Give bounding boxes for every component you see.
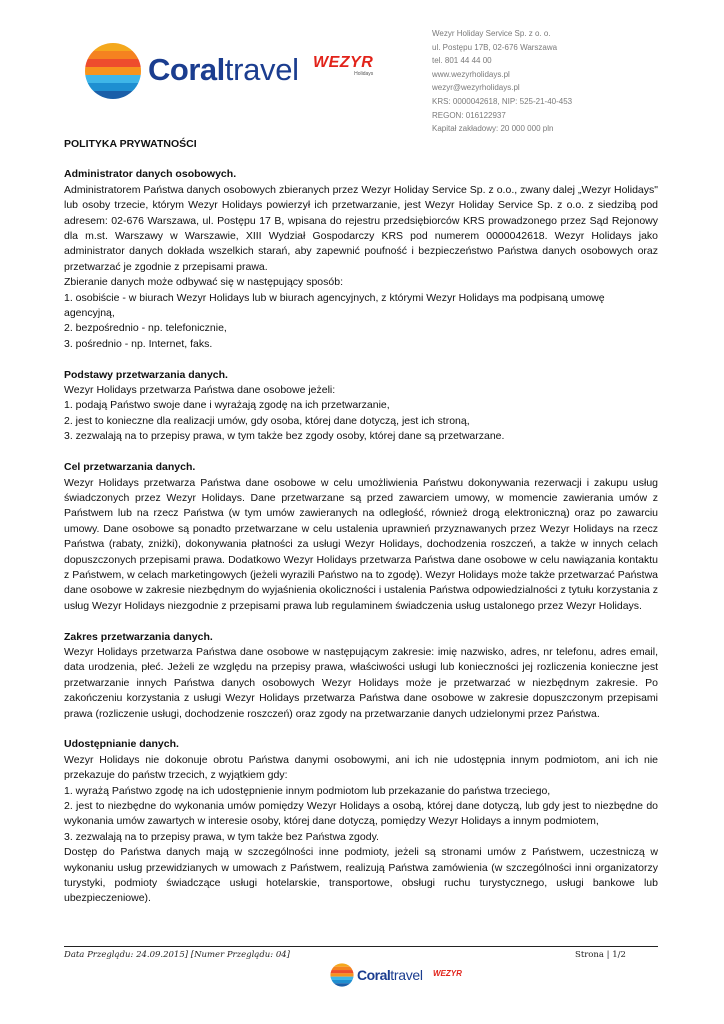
footer-page-number: Strona | 1/2 <box>575 950 626 960</box>
section-heading: Podstawy przetwarzania danych. <box>64 368 228 381</box>
brand-bold: Coral <box>148 52 225 87</box>
section-heading: Cel przetwarzania danych. <box>64 461 196 474</box>
wezyr-logo-sub: Holidays <box>354 71 374 77</box>
footer-divider <box>64 946 658 947</box>
section-line: Zbieranie danych może odbywać się w następujący sposób: <box>64 276 343 289</box>
section-heading: Administrator danych osobowych. <box>64 168 237 181</box>
section-udostepnianie <box>64 737 658 906</box>
wezyr-logo-text: WEZYR <box>313 54 374 71</box>
company-line: REGON: 016122937 <box>432 110 506 120</box>
footer-brand-bold: Coral <box>357 967 391 983</box>
section-line: Wezyr Holidays przetwarza Państwa dane osobowe jeżeli: <box>64 384 336 397</box>
section-paragraph: Wezyr Holidays nie dokonuje obrotu Państwa danymi osobowymi, ani ich nie udostępnia innym podmiotom, ani ich nie przekazuje do państw trzecich, z wyjątkiem gdy: <box>64 753 658 782</box>
section-line: 2. jest to niezbędne do wykonania umów pomiędzy Wezyr Holidays a osobą, której dane dotyczą, lub gdy jest to niezbędne do wykonania umów zawartych w interesie osoby, której dane dotyczą, pomiędzy Wezyr Holidays a innym podmiotem, <box>64 800 658 828</box>
footer-brand-name <box>357 967 423 983</box>
section-line: 3. zezwalają na to przepisy prawa, w tym także bez zgody osoby, której dane są przetwarzane. <box>64 430 505 443</box>
document-body <box>64 137 658 922</box>
section-line: 1. wyrażą Państwo zgodę na ich udostępnienie innym podmiotom lub przekazanie do państwa trzeciego, <box>64 784 551 797</box>
section-paragraph-after: Dostęp do Państwa danych mają w szczególności inne podmioty, jeżeli są stronami umów z Państwem, uczestniczą w wykonaniu usług przewidzianych w umowach z Państwem, realizują Państwa zamówienia (w szczególności inni organizatorzy turystyki, podmioty świadczące usługi hotelarskie, transportowe, obsługi ruchu turystycznego, usługi bankowe lub ubezpieczeniowe). <box>64 846 658 905</box>
coral-travel-logo <box>84 42 374 100</box>
footer-logo <box>330 963 460 989</box>
wezyr-logo <box>313 55 373 77</box>
section-heading: Zakres przetwarzania danych. <box>64 630 213 643</box>
company-line: Kapitał zakładowy: 20 000 000 pln <box>432 124 554 134</box>
document-title: POLITYKA PRYWATNOŚCI <box>64 138 197 150</box>
footer-wezyr-logo: WEZYR <box>433 969 462 978</box>
company-line: Wezyr Holiday Service Sp. z o. o. <box>432 29 551 38</box>
section-paragraph: Wezyr Holidays przetwarza Państwa dane osobowe w celu umożliwienia Państwu dokonywania rezerwacji i zakupu usług świadczonych przez Wezyr Holidays. Dane przetwarzane są przed zawarciem umowy, w momencie zawierania umów z Państwem lub na rzecz Państwa (w tym umów zawieranych na odległość, również drogą elektroniczną) oraz po zawarciu umowy. Dane osobowe są ponadto przetwarzane w celu ustalenia uprawnień przyznawanych przez Wezyr Holidays na rzecz Państwa (rabaty, zniżki), dokonywania płatności za usługi Wezyr Holidays, dochodzenia roszczeń, a także w innych celach dopuszczonych przepisami prawa. Dodatkowo Wezyr Holidays przetwarza Państwa dane osobowe w celu nawiązania kontaktu z Państwem, w celach marketingowych (jeżeli wyrazili Państwo na to zgodę). Wezyr Holidays może także przetwarzać Państwa dane osobowe w zakresie niezbędnym do wyjaśnienia okoliczności i ustalenia Państwa odpowiedzialności z tytułu korzystania z usług Wezyr Holidays niezgodnie z przepisami prawa lub regulaminem świadczenia usług ustalonego przez Wezyr Holidays. <box>64 476 658 612</box>
coral-ball-icon <box>84 42 142 100</box>
section-administrator <box>64 167 658 352</box>
company-line: KRS: 0000042618, NIP: 525-21-40-453 <box>432 96 573 106</box>
section-podstawy <box>64 368 658 445</box>
section-paragraph: Administratorem Państwa danych osobowych zbieranych przez Wezyr Holiday Service Sp. z o.o., zwany dalej „Wezyr Holidays" lub osoby trzecie, którym Wezyr Holidays powierzył ich przetwarzanie, jest Wezyr Holiday Service Sp. z o.o. z siedzibą pod adresem: 02-676 Warszawa, ul. Postępu 17 B, wpisana do rejestru przedsiębiorców KRS prowadzonego przez Sąd Rejonowy dla m.st. Warszawy w Warszawie, XIII Wydział Gospodarczy KRS pod numerem 0000042618. Wezyr Holidays jako administrator danych dokłada wszelkich starań, aby zapewnić poufność i bezpieczeństwo Państwa danych osobowych oraz przetwarzać je zgodnie z przepisami prawa. <box>64 183 658 273</box>
company-line: www.wezyrholidays.pl <box>432 69 510 79</box>
section-cel <box>64 460 658 614</box>
company-info <box>432 27 572 136</box>
section-line: 2. jest to konieczne dla realizacji umów, gdy osoba, której dane dotyczą, jest ich stroną, <box>64 414 470 427</box>
section-line: 3. zezwalają na to przepisy prawa, w tym także bez Państwa zgody. <box>64 830 379 843</box>
section-zakres <box>64 630 658 722</box>
footer-brand-light: travel <box>390 967 423 983</box>
section-line: 1. osobiście - w biurach Wezyr Holidays lub w biurach agencyjnych, z którymi Wezyr Holidays ma podpisaną umowę agencyjną, <box>64 291 605 320</box>
section-line: 1. podają Państwo swoje dane i wyrażają zgodę na ich przetwarzanie, <box>64 399 390 412</box>
brand-light: travel <box>224 52 299 87</box>
company-line: ul. Postępu 17B, 02-676 Warszawa <box>432 42 558 52</box>
section-paragraph: Wezyr Holidays przetwarza Państwa dane osobowe w następującym zakresie: imię nazwisko, adres, nr telefonu, adres email, data urodzenia, płeć. Jeżeli ze względu na przepisy prawa, właściwości usługi lub konieczności jej rozliczenia konieczne jest przetwarzanie innych Państwa danych osobowych Wezyr Holidays może je przetwarzać w niezbędnym zakresie. Po zakończeniu korzystania z usługi Wezyr Holidays przetwarza Państwa dane osobowe w zakresie dopuszczonym przepisami prawa (rozliczenie usługi, dochodzenie roszczeń) oraz zgody na przetwarzanie danych udzielonymi przez Państwa. <box>64 645 658 720</box>
section-heading: Udostępnianie danych. <box>64 738 179 751</box>
company-line: tel. 801 44 44 00 <box>432 56 492 66</box>
footer-revision: Data Przeglądu: 24.09.2015] [Numer Przeglądu: 04] <box>64 950 290 960</box>
section-line: 3. pośrednio - np. Internet, faks. <box>64 337 213 350</box>
brand-name <box>148 52 299 88</box>
section-line: 2. bezpośrednio - np. telefonicznie, <box>64 322 227 335</box>
coral-ball-icon <box>330 963 354 987</box>
company-line: wezyr@wezyrholidays.pl <box>432 83 520 93</box>
